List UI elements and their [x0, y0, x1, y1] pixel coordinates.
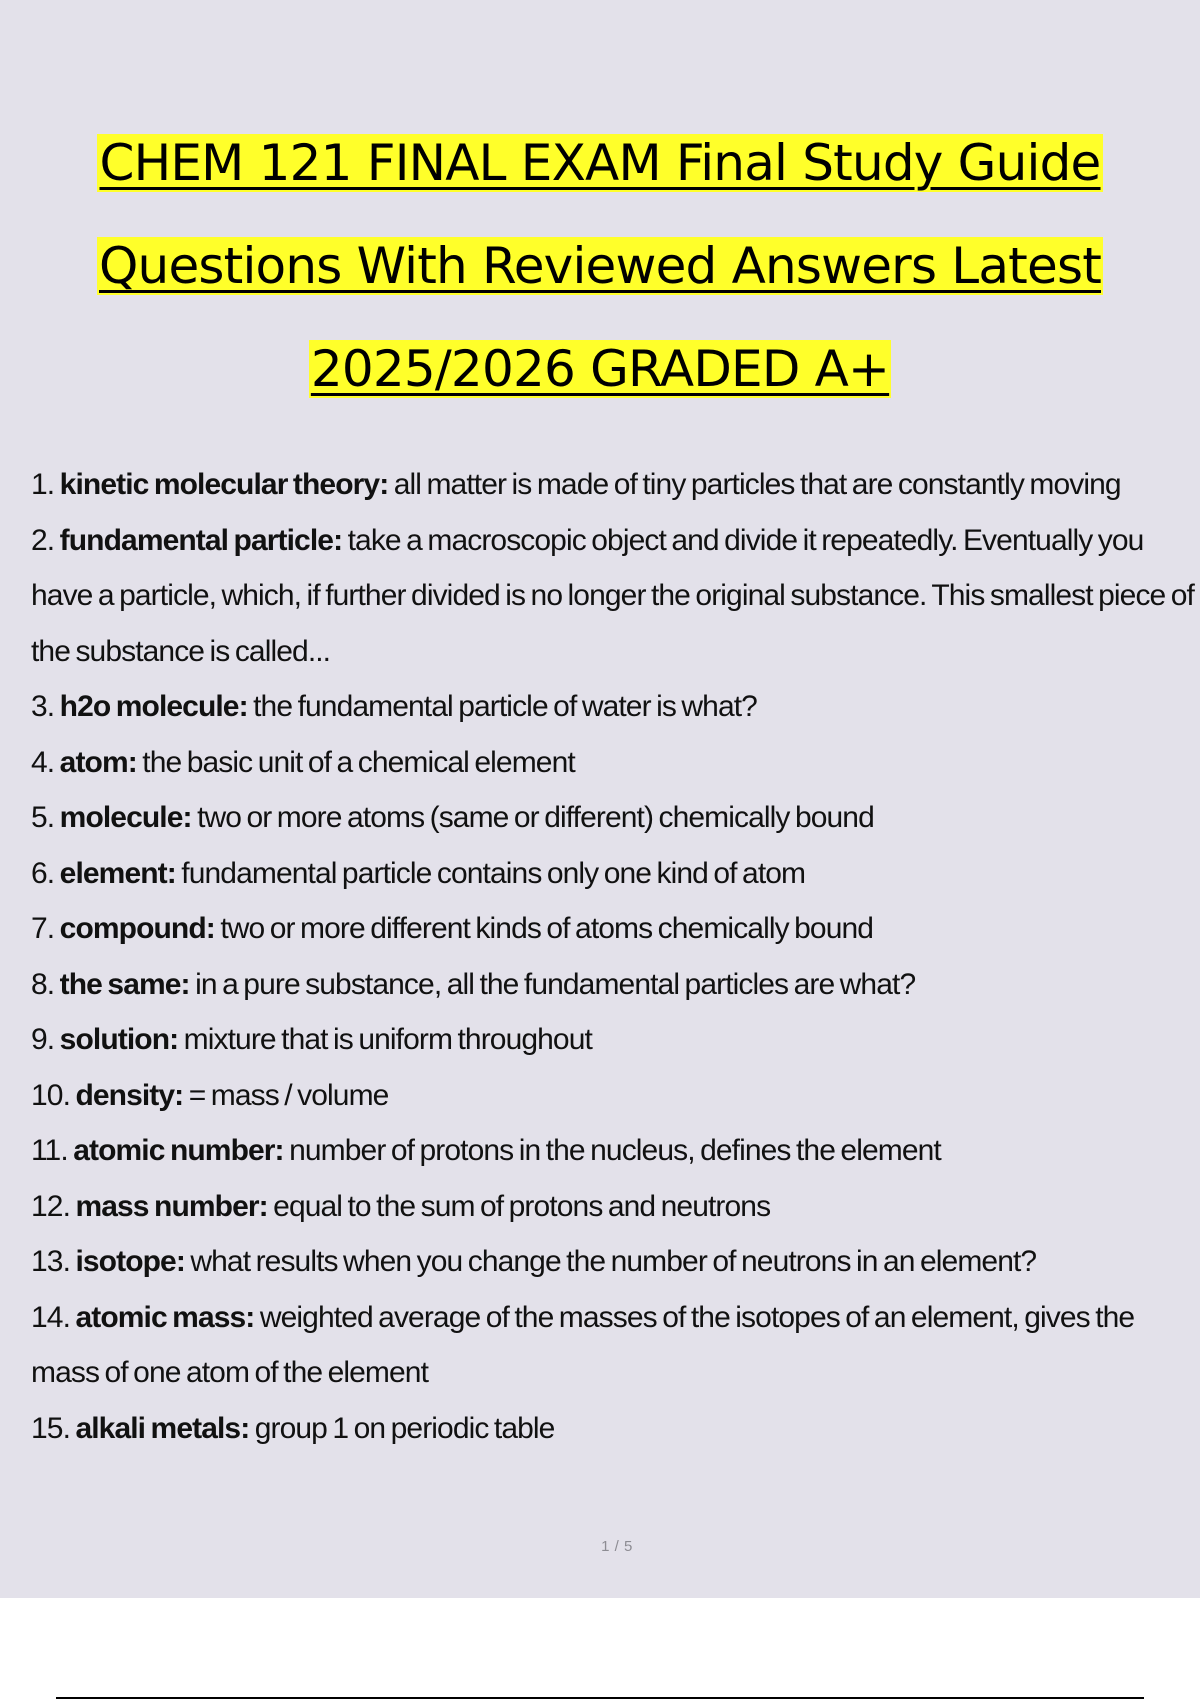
item-definition: fundamental particle contains only one kind of atom — [181, 856, 806, 890]
title-text-2: Questions With Reviewed Answers Latest — [99, 237, 1101, 295]
item-definition: two or more different kinds of atoms chemically bound — [220, 912, 874, 945]
item-number: 5. — [31, 801, 55, 834]
item-definition: mixture that is uniform throughout — [183, 1023, 592, 1056]
item-term: density: — [75, 1078, 184, 1112]
list-item — [31, 1012, 1197, 1068]
item-term: atomic mass: — [75, 1300, 255, 1334]
item-definition: = mass / volume — [188, 1078, 389, 1112]
next-page-top-rule — [56, 1697, 1144, 1699]
item-term: fundamental particle: — [59, 523, 343, 557]
list-item — [31, 1179, 1197, 1235]
list-item — [31, 901, 1197, 957]
item-definition: two or more atoms (same or different) chemically bound — [197, 801, 874, 834]
list-item — [31, 1123, 1197, 1179]
item-definition: equal to the sum of protons and neutrons — [273, 1189, 771, 1223]
item-number: 1. — [31, 468, 55, 501]
study-guide-list — [31, 457, 1197, 1456]
title-line-1 — [0, 112, 1200, 215]
item-number: 7. — [31, 912, 55, 945]
list-item — [31, 1401, 1197, 1457]
item-number: 9. — [31, 1023, 55, 1056]
item-term: h2o molecule: — [59, 690, 248, 723]
list-item — [31, 846, 1197, 902]
item-term: kinetic molecular theory: — [59, 468, 389, 501]
item-definition: in a pure substance, all the fundamental particles are what? — [195, 967, 916, 1001]
item-definition: the fundamental particle of water is what? — [253, 690, 757, 723]
document-title — [0, 112, 1200, 421]
item-term: atom: — [59, 745, 137, 779]
item-definition: group 1 on periodic table — [254, 1411, 555, 1445]
item-definition: take a macroscopic object and divide it repeatedly. Eventually you have a particle, which, if further divided is no longer the original substance. This smallest piece of the substance is called... — [31, 523, 1194, 668]
title-text-3: 2025/2026 GRADED A+ — [310, 340, 890, 398]
item-term: atomic number: — [73, 1134, 284, 1167]
item-term: molecule: — [59, 801, 192, 834]
item-term: isotope: — [75, 1245, 185, 1278]
list-item — [31, 735, 1197, 791]
item-number: 13. — [31, 1245, 71, 1278]
item-definition: the basic unit of a chemical element — [142, 745, 575, 779]
item-number: 15. — [31, 1411, 71, 1445]
item-term: solution: — [59, 1023, 179, 1056]
item-term: mass number: — [75, 1189, 268, 1223]
list-item — [31, 1068, 1197, 1124]
item-term: element: — [59, 856, 176, 890]
title-line-2 — [0, 215, 1200, 318]
item-number: 6. — [31, 856, 55, 890]
item-definition: all matter is made of tiny particles that are constantly moving — [393, 468, 1121, 501]
item-number: 11. — [31, 1134, 68, 1167]
list-item — [31, 1290, 1197, 1401]
item-definition: number of protons in the nucleus, defines the element — [289, 1134, 941, 1167]
item-number: 14. — [31, 1300, 71, 1334]
title-text-1: CHEM 121 FINAL EXAM Final Study Guide — [99, 134, 1101, 192]
list-item — [31, 679, 1197, 735]
item-definition: weighted average of the masses of the isotopes of an element, gives the mass of one atom of the element — [31, 1300, 1135, 1389]
item-term: compound: — [59, 912, 215, 945]
item-number: 2. — [31, 523, 55, 557]
list-item — [31, 790, 1197, 846]
list-item — [31, 1234, 1197, 1290]
item-number: 10. — [31, 1078, 71, 1112]
list-item — [31, 457, 1197, 513]
item-term: the same: — [59, 967, 190, 1001]
item-definition: what results when you change the number of neutrons in an element? — [190, 1245, 1037, 1278]
item-term: alkali metals: — [75, 1411, 250, 1445]
item-number: 3. — [31, 690, 55, 723]
item-number: 8. — [31, 967, 55, 1001]
item-number: 4. — [31, 745, 55, 779]
list-item — [31, 513, 1197, 680]
page-indicator: 1 / 5 — [601, 1538, 633, 1555]
title-line-3 — [0, 318, 1200, 421]
item-number: 12. — [31, 1189, 71, 1223]
list-item — [31, 957, 1197, 1013]
